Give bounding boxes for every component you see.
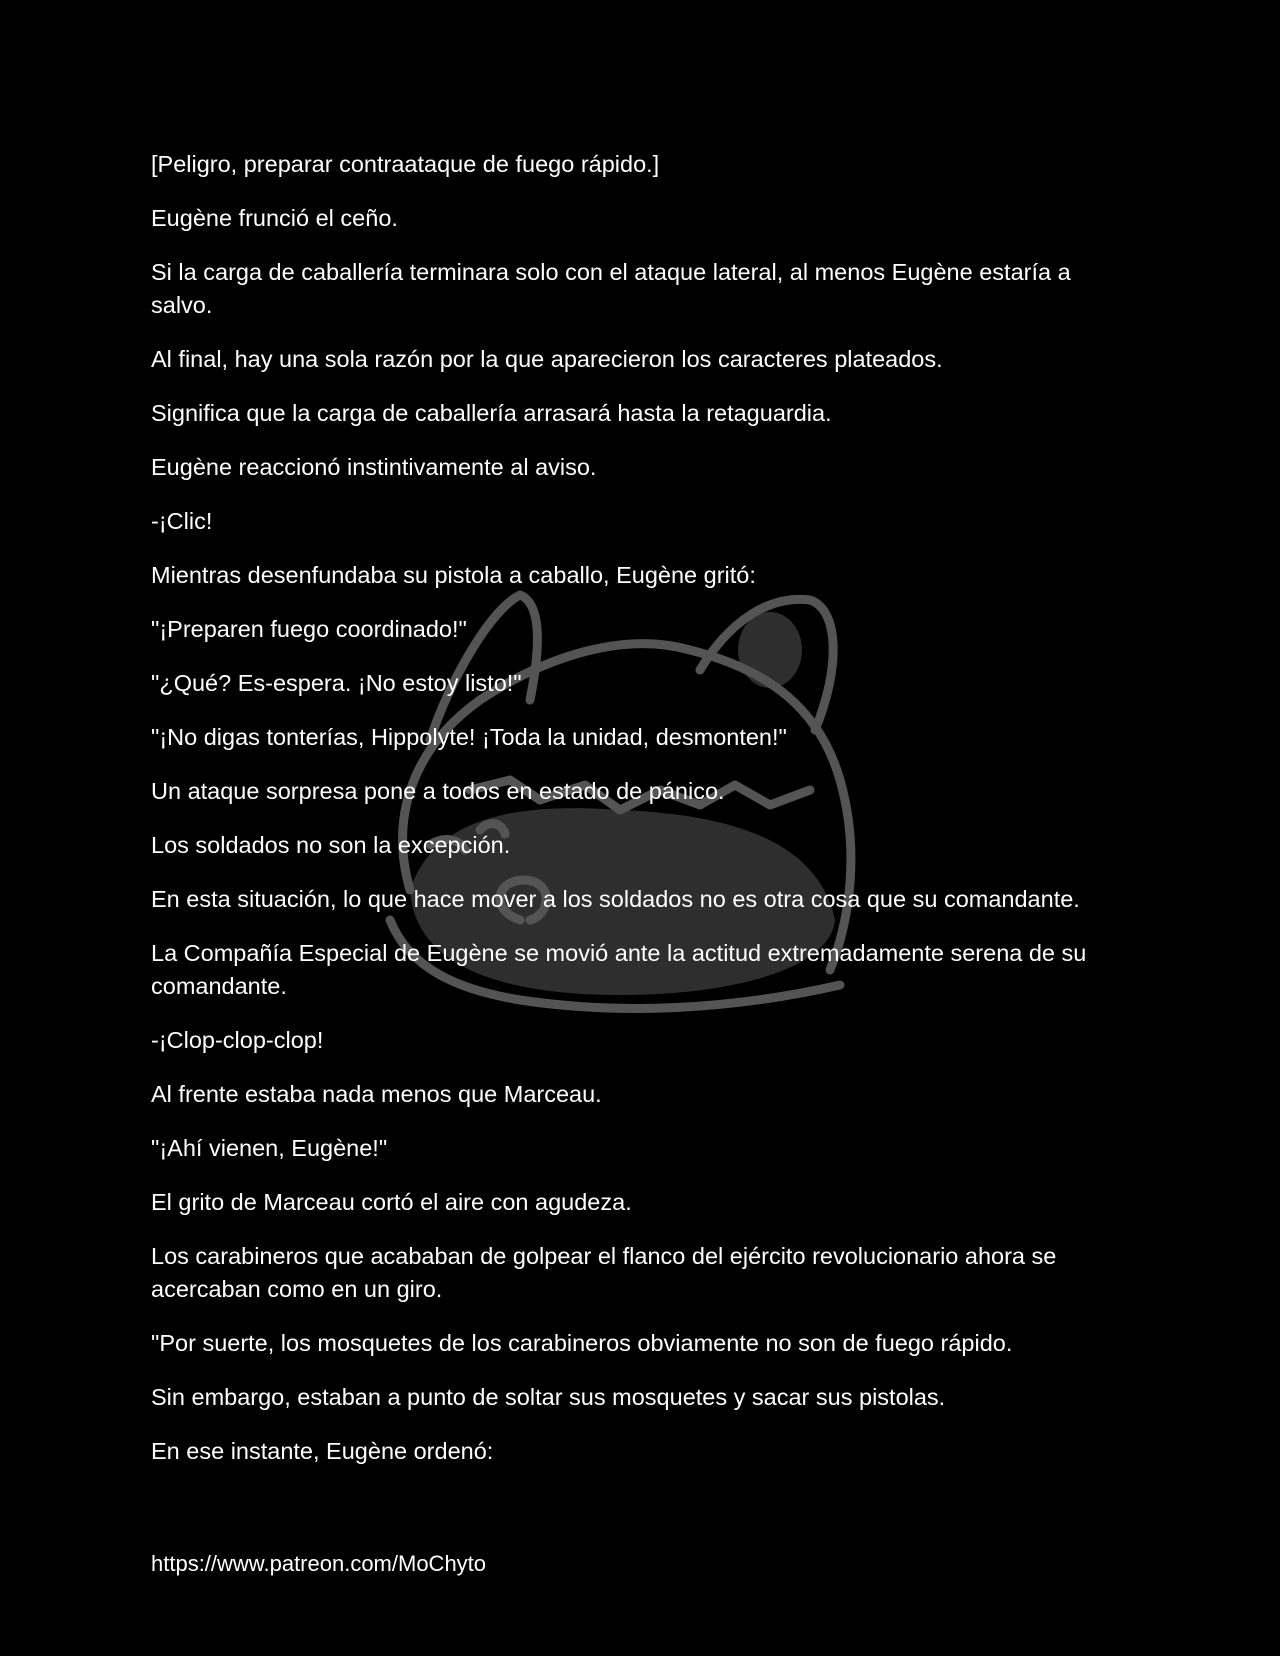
paragraph: Al frente estaba nada menos que Marceau. [151, 1081, 602, 1107]
paragraph: -¡Clop-clop-clop! [151, 1027, 324, 1053]
paragraph: Significa que la carga de caballería arrasará hasta la retaguardia. [151, 400, 832, 426]
paragraph: "¡Preparen fuego coordinado!" [151, 616, 467, 642]
paragraph: Si la carga de caballería terminara solo con el ataque lateral, al menos Eugène estaría a salvo. [151, 259, 1071, 318]
paragraph: Un ataque sorpresa pone a todos en estado de pánico. [151, 778, 725, 804]
paragraph: Sin embargo, estaban a punto de soltar sus mosquetes y sacar sus pistolas. [151, 1384, 946, 1410]
paragraph: -¡Clic! [151, 508, 213, 534]
paragraph: "¡Ahí vienen, Eugène!" [151, 1135, 388, 1161]
paragraph: El grito de Marceau cortó el aire con agudeza. [151, 1189, 632, 1215]
paragraph: "Por suerte, los mosquetes de los carabineros obviamente no son de fuego rápido. [151, 1330, 1013, 1356]
paragraph: En ese instante, Eugène ordenó: [151, 1438, 494, 1464]
patreon-link[interactable]: https://www.patreon.com/MoChyto [151, 1551, 487, 1576]
paragraph: En esta situación, lo que hace mover a los soldados no es otra cosa que su comandante. [151, 886, 1080, 912]
paragraph: Los carabineros que acababan de golpear el flanco del ejército revolucionario ahora se acercaban como en un giro. [151, 1243, 1057, 1302]
paragraph: [Peligro, preparar contraataque de fuego rápido.] [151, 151, 660, 177]
paragraph: Eugène reaccionó instintivamente al aviso. [151, 454, 597, 480]
paragraph: Los soldados no son la excepción. [151, 832, 511, 858]
article-body [151, 148, 1131, 1489]
paragraph: Mientras desenfundaba su pistola a caballo, Eugène gritó: [151, 562, 756, 588]
paragraph: "¿Qué? Es-espera. ¡No estoy listo!" [151, 670, 522, 696]
paragraph: La Compañía Especial de Eugène se movió ante la actitud extremadamente serena de su comandante. [151, 940, 1087, 999]
paragraph: Eugène frunció el ceño. [151, 205, 398, 231]
paragraph: "¡No digas tonterías, Hippolyte! ¡Toda la unidad, desmonten!" [151, 724, 787, 750]
paragraph: Al final, hay una sola razón por la que aparecieron los caracteres plateados. [151, 346, 943, 372]
